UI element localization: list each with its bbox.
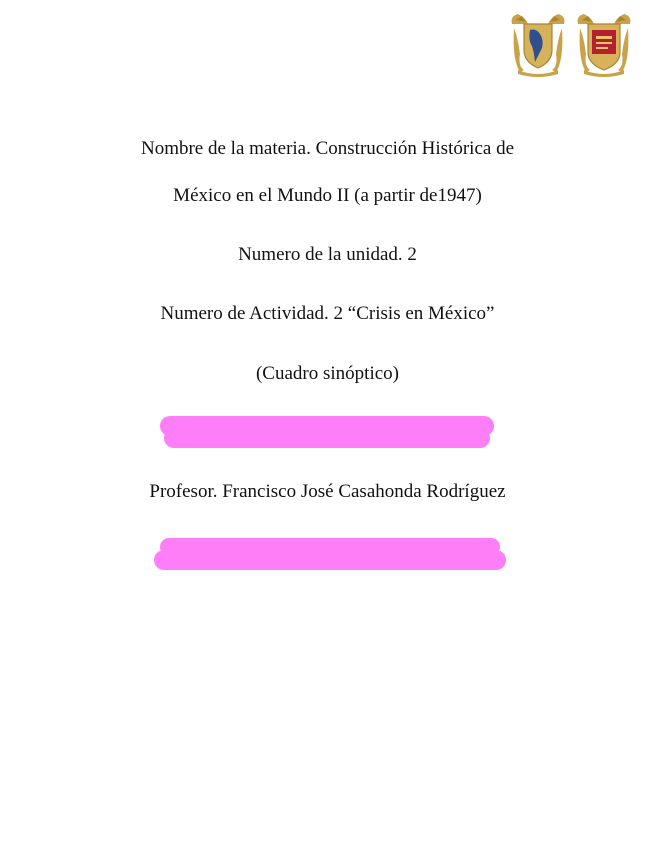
- unam-seal-icon: [508, 10, 568, 78]
- activity-line: Numero de Actividad. 2 “Crisis en México”: [160, 303, 495, 324]
- redaction-mark-date: [152, 536, 508, 572]
- institution-logos: [508, 10, 636, 78]
- redaction-mark-student: [158, 412, 496, 452]
- subject-line-1: Nombre de la materia. Construcción Histórica de: [140, 138, 514, 159]
- subject-line-2: México en el Mundo II (a partir de1947): [173, 185, 482, 206]
- unit-line: Numero de la unidad. 2: [238, 244, 417, 265]
- activity-type: (Cuadro sinóptico): [255, 363, 399, 384]
- faculty-seal-icon: [574, 10, 634, 78]
- professor-line: Profesor. Francisco José Casahonda Rodríguez: [149, 481, 506, 502]
